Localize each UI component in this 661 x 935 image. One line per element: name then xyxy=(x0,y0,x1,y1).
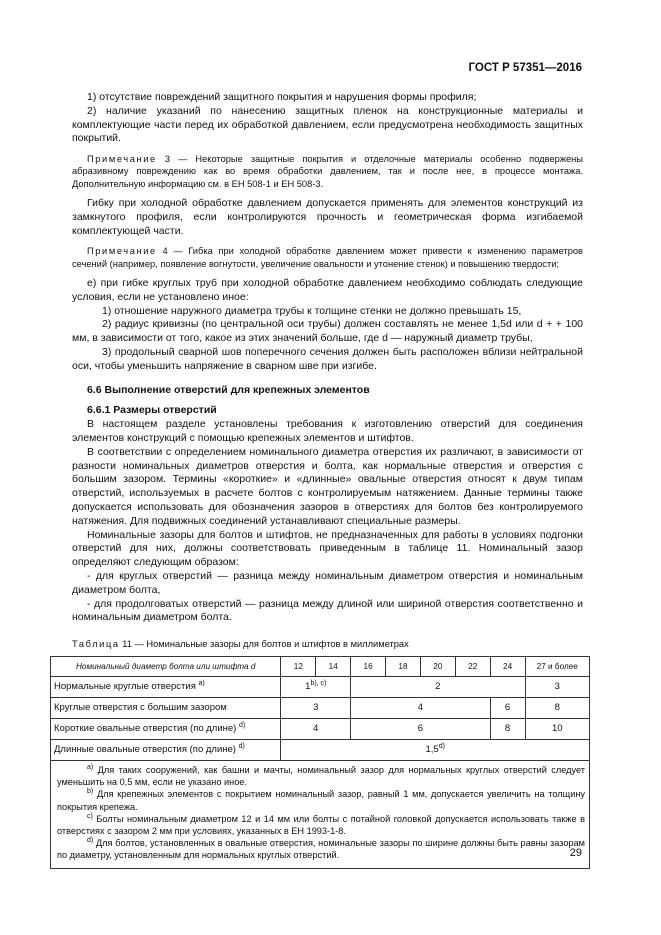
paragraph-3: Номинальные зазоры для болтов и штифтов, не предназначенных для работы в условиях подгонки отверстий для них, должны соответствовать приведенным в таблице 11. Номинальный зазор определяют следующим образом: xyxy=(72,528,583,569)
footnote: $^{с)}$ Болты номинальным диаметром 12 и 14 мм или болты с потайной головкой допускается использовать также в отверстиях с зазором 2 мм при условиях, указанных в ЕН 1993-1-8. xyxy=(57,812,585,836)
table-row xyxy=(51,739,590,760)
row-label: Нормальные круглые отверстия $^{а)}$ xyxy=(51,676,281,697)
paragraph-1: В настоящем разделе установлены требования к изготовлению отверстий для соединения элементов конструкций с помощью крепежных элементов и штифтов. xyxy=(72,418,583,445)
note-4 xyxy=(72,245,583,270)
header-diameter: 12 xyxy=(281,656,316,676)
standard-code: ГОСТ Р 57351—2016 xyxy=(468,62,582,74)
header-diameter: 27 и более xyxy=(525,656,589,676)
row-label: Круглые отверстия с большим зазором xyxy=(51,697,281,718)
paragraph-bending: Гибку при холодной обработке давлением допускается применять для элементов конструкций из замкнутого профиля, если контролируются прочность и геометрическая форма изгибаемой комплектующей части. xyxy=(72,197,583,237)
header-diameter: 24 xyxy=(490,656,525,676)
list-item-1: 1) отсутствие повреждений защитного покрытия и нарушения формы профиля; xyxy=(87,91,477,103)
table-row xyxy=(51,718,590,739)
item-e-1: 1) отношение наружного диаметра трубы к толщине стенки не должно превышать 15, xyxy=(102,304,522,317)
value-cell: $1^{b), c)}$ xyxy=(281,676,351,697)
table-footnotes xyxy=(51,760,590,868)
note-text: 4 — Гибка при холодной обработке давлением может привести к изменению параметров сечений (например, появление вогнутости, увеличение овальности и утонение стенок) и повышению твердости; xyxy=(72,246,583,269)
value-cell: 10 xyxy=(525,718,589,739)
value-cell: 8 xyxy=(490,718,525,739)
section-heading-6-6: 6.6 Выполнение отверстий для крепежных элементов xyxy=(87,383,370,396)
value-cell: 3 xyxy=(281,697,351,718)
note-label: Примечание xyxy=(87,246,157,257)
table-caption-text: 11 — Номинальные зазоры для болтов и штифтов в миллиметрах xyxy=(119,639,409,650)
value-cell: 6 xyxy=(351,718,491,739)
table-row xyxy=(51,697,590,718)
header-diameter: 18 xyxy=(386,656,421,676)
page-number: 29 xyxy=(569,847,582,859)
subsection-heading-6-6-1: 6.6.1 Размеры отверстий xyxy=(87,404,217,417)
paragraph-2: В соответствии с определением номинального диаметра отверстия их различают, в зависимости от разности номинальных диаметров отверстия и болта, как нормальные отверстия и отверстия с большим зазором. Термины «короткие» и «длинные» овальные отверстия относят к двум типам отверстий, используемых в расчете болтов с контролируемым натяжением. Данные термины также допускается использовать для обозначения зазоров в отверстиях для болтов без контролируемого натяжения. Для подвижных соединений устанавливают специальные размеры. xyxy=(72,445,583,527)
footnote: $^{d)}$ Для болтов, установленных в овальные отверстия, номинальные зазоры по ширине должны быть равны зазорам по диаметру, установленным для нормальных круглых отверстий. xyxy=(57,837,585,861)
row-label: Длинные овальные отверстия (по длине) $^{d)}$ xyxy=(51,739,281,760)
note-label: Примечание xyxy=(87,154,157,165)
header-diameter: 14 xyxy=(316,656,351,676)
clearance-table xyxy=(50,656,590,869)
note-text: 3 — Некоторые защитные покрытия и отделочные материалы особенно подвержены абразивному повреждению как во время обработки давлением, так и после нее, в процессе монтажа. Дополнительную информацию см. в ЕН 508-1 и ЕН 508-3. xyxy=(72,154,583,189)
header-diameter: 16 xyxy=(351,656,386,676)
row-label: Короткие овальные отверстия (по длине) $^{d)}$ xyxy=(51,718,281,739)
definition-slotted: - для продолговатых отверстий — разница между длиной или шириной отверстия соответственно и номинальным диаметром болта. xyxy=(72,597,583,624)
value-cell: 1,5$^{d)}$ xyxy=(281,739,590,760)
table-caption xyxy=(72,638,583,652)
table-row xyxy=(51,676,590,697)
header-diameter: 22 xyxy=(455,656,490,676)
value-cell: 3 xyxy=(525,676,589,697)
item-e: е) при гибке круглых труб при холодной обработке давлением необходимо соблюдать следующие условия, если не установлено иное: xyxy=(72,277,583,303)
page-content xyxy=(54,91,585,869)
header-label: Номинальный диаметр болта или штифта d xyxy=(51,656,281,676)
definition-round: - для круглых отверстий — разница между номинальным диаметром отверстия и номинальным диаметром болта, xyxy=(72,570,583,596)
footnote: $^{b)}$ Для крепежных элементов с покрытием номинальный зазор, равный 1 мм, допускается увеличить на толщину покрытия крепежа. xyxy=(57,788,585,812)
table-header-row xyxy=(51,656,590,676)
list-item-2: 2) наличие указаний по нанесению защитных пленок на конструкционные материалы и комплектующие части перед их обработкой давлением, если предусмотрена необходимость защитных покрытий. xyxy=(72,104,583,145)
item-e-3: 3) продольный сварной шов поперечного сечения должен быть расположен вблизи нейтральной оси, чтобы уменьшить напряжение в сварном шве при изгибе. xyxy=(72,346,583,372)
value-cell: 2 xyxy=(351,676,525,697)
footnote: $^{а)}$ Для таких сооружений, как башни и мачты, номинальный зазор для нормальных круглых отверстий следует уменьшить на 0,5 мм, если не указано иное. xyxy=(57,763,585,788)
note-3 xyxy=(72,153,583,190)
value-cell: 8 xyxy=(525,697,589,718)
table-caption-label: Таблица xyxy=(72,639,120,650)
header-diameter: 20 xyxy=(420,656,455,676)
value-cell: 6 xyxy=(490,697,525,718)
value-cell: 4 xyxy=(281,718,351,739)
footnotes-cell xyxy=(51,760,590,868)
value-cell: 4 xyxy=(351,697,491,718)
item-e-2: 2) радиус кривизны (по центральной оси трубы) должен составлять не менее 1,5d или d + + 100 мм, в зависимости от того, какое из этих значений больше, где d — наружный диаметр трубы, xyxy=(72,318,583,345)
